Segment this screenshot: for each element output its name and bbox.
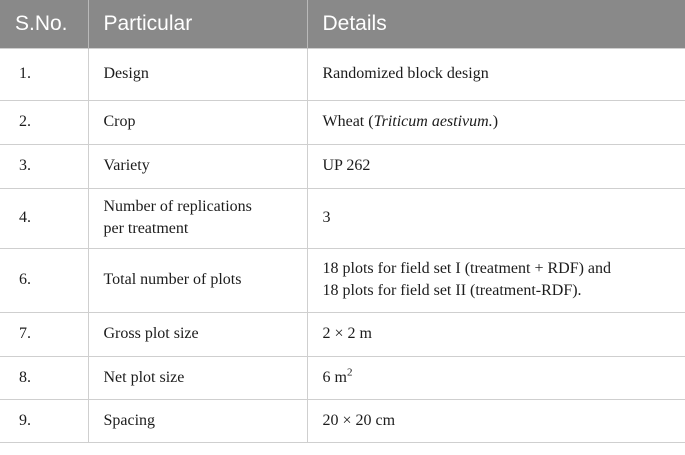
particular-line: per treatment — [103, 220, 189, 237]
cell-particular: Spacing — [88, 399, 307, 442]
scientific-name: Triticum aestivum. — [373, 113, 493, 130]
table-row — [0, 48, 685, 100]
cell-particular: Gross plot size — [88, 312, 307, 356]
cell-particular: Total number of plots — [88, 248, 307, 312]
table-row — [0, 399, 685, 442]
cell-details — [307, 356, 685, 399]
header-sno: S.No. — [0, 0, 88, 48]
cell-details — [307, 248, 685, 312]
header-particular: Particular — [88, 0, 307, 48]
particular-line: Number of replications — [103, 198, 252, 215]
header-row — [0, 0, 685, 48]
details-text: ) — [492, 113, 499, 130]
details-text: Wheat ( — [322, 113, 374, 130]
cell-details — [307, 100, 685, 144]
cell-sno: 7. — [0, 312, 88, 356]
cell-details: 2 × 2 m — [307, 312, 685, 356]
table-row — [0, 356, 685, 399]
cell-details: 20 × 20 cm — [307, 399, 685, 442]
cell-details: Randomized block design — [307, 48, 685, 100]
details-text: 6 m — [322, 368, 347, 386]
table-row — [0, 248, 685, 312]
table-row — [0, 312, 685, 356]
cell-sno: 9. — [0, 399, 88, 442]
table-row — [0, 188, 685, 248]
cell-sno: 4. — [0, 188, 88, 248]
cell-details: UP 262 — [307, 144, 685, 188]
superscript: 2 — [346, 366, 353, 379]
cell-details: 3 — [307, 188, 685, 248]
table-row — [0, 100, 685, 144]
header-details: Details — [307, 0, 685, 48]
cell-particular — [88, 188, 307, 248]
cell-particular: Crop — [88, 100, 307, 144]
cell-particular: Variety — [88, 144, 307, 188]
details-line: 18 plots for field set II (treatment-RDF). — [322, 282, 582, 299]
table-row — [0, 144, 685, 188]
cell-sno: 3. — [0, 144, 88, 188]
cell-sno: 2. — [0, 100, 88, 144]
cell-particular: Design — [88, 48, 307, 100]
cell-sno: 1. — [0, 48, 88, 100]
cell-sno: 8. — [0, 356, 88, 399]
details-line: 18 plots for field set I (treatment + RDF) and — [322, 260, 612, 277]
cell-particular: Net plot size — [88, 356, 307, 399]
cell-sno: 6. — [0, 248, 88, 312]
